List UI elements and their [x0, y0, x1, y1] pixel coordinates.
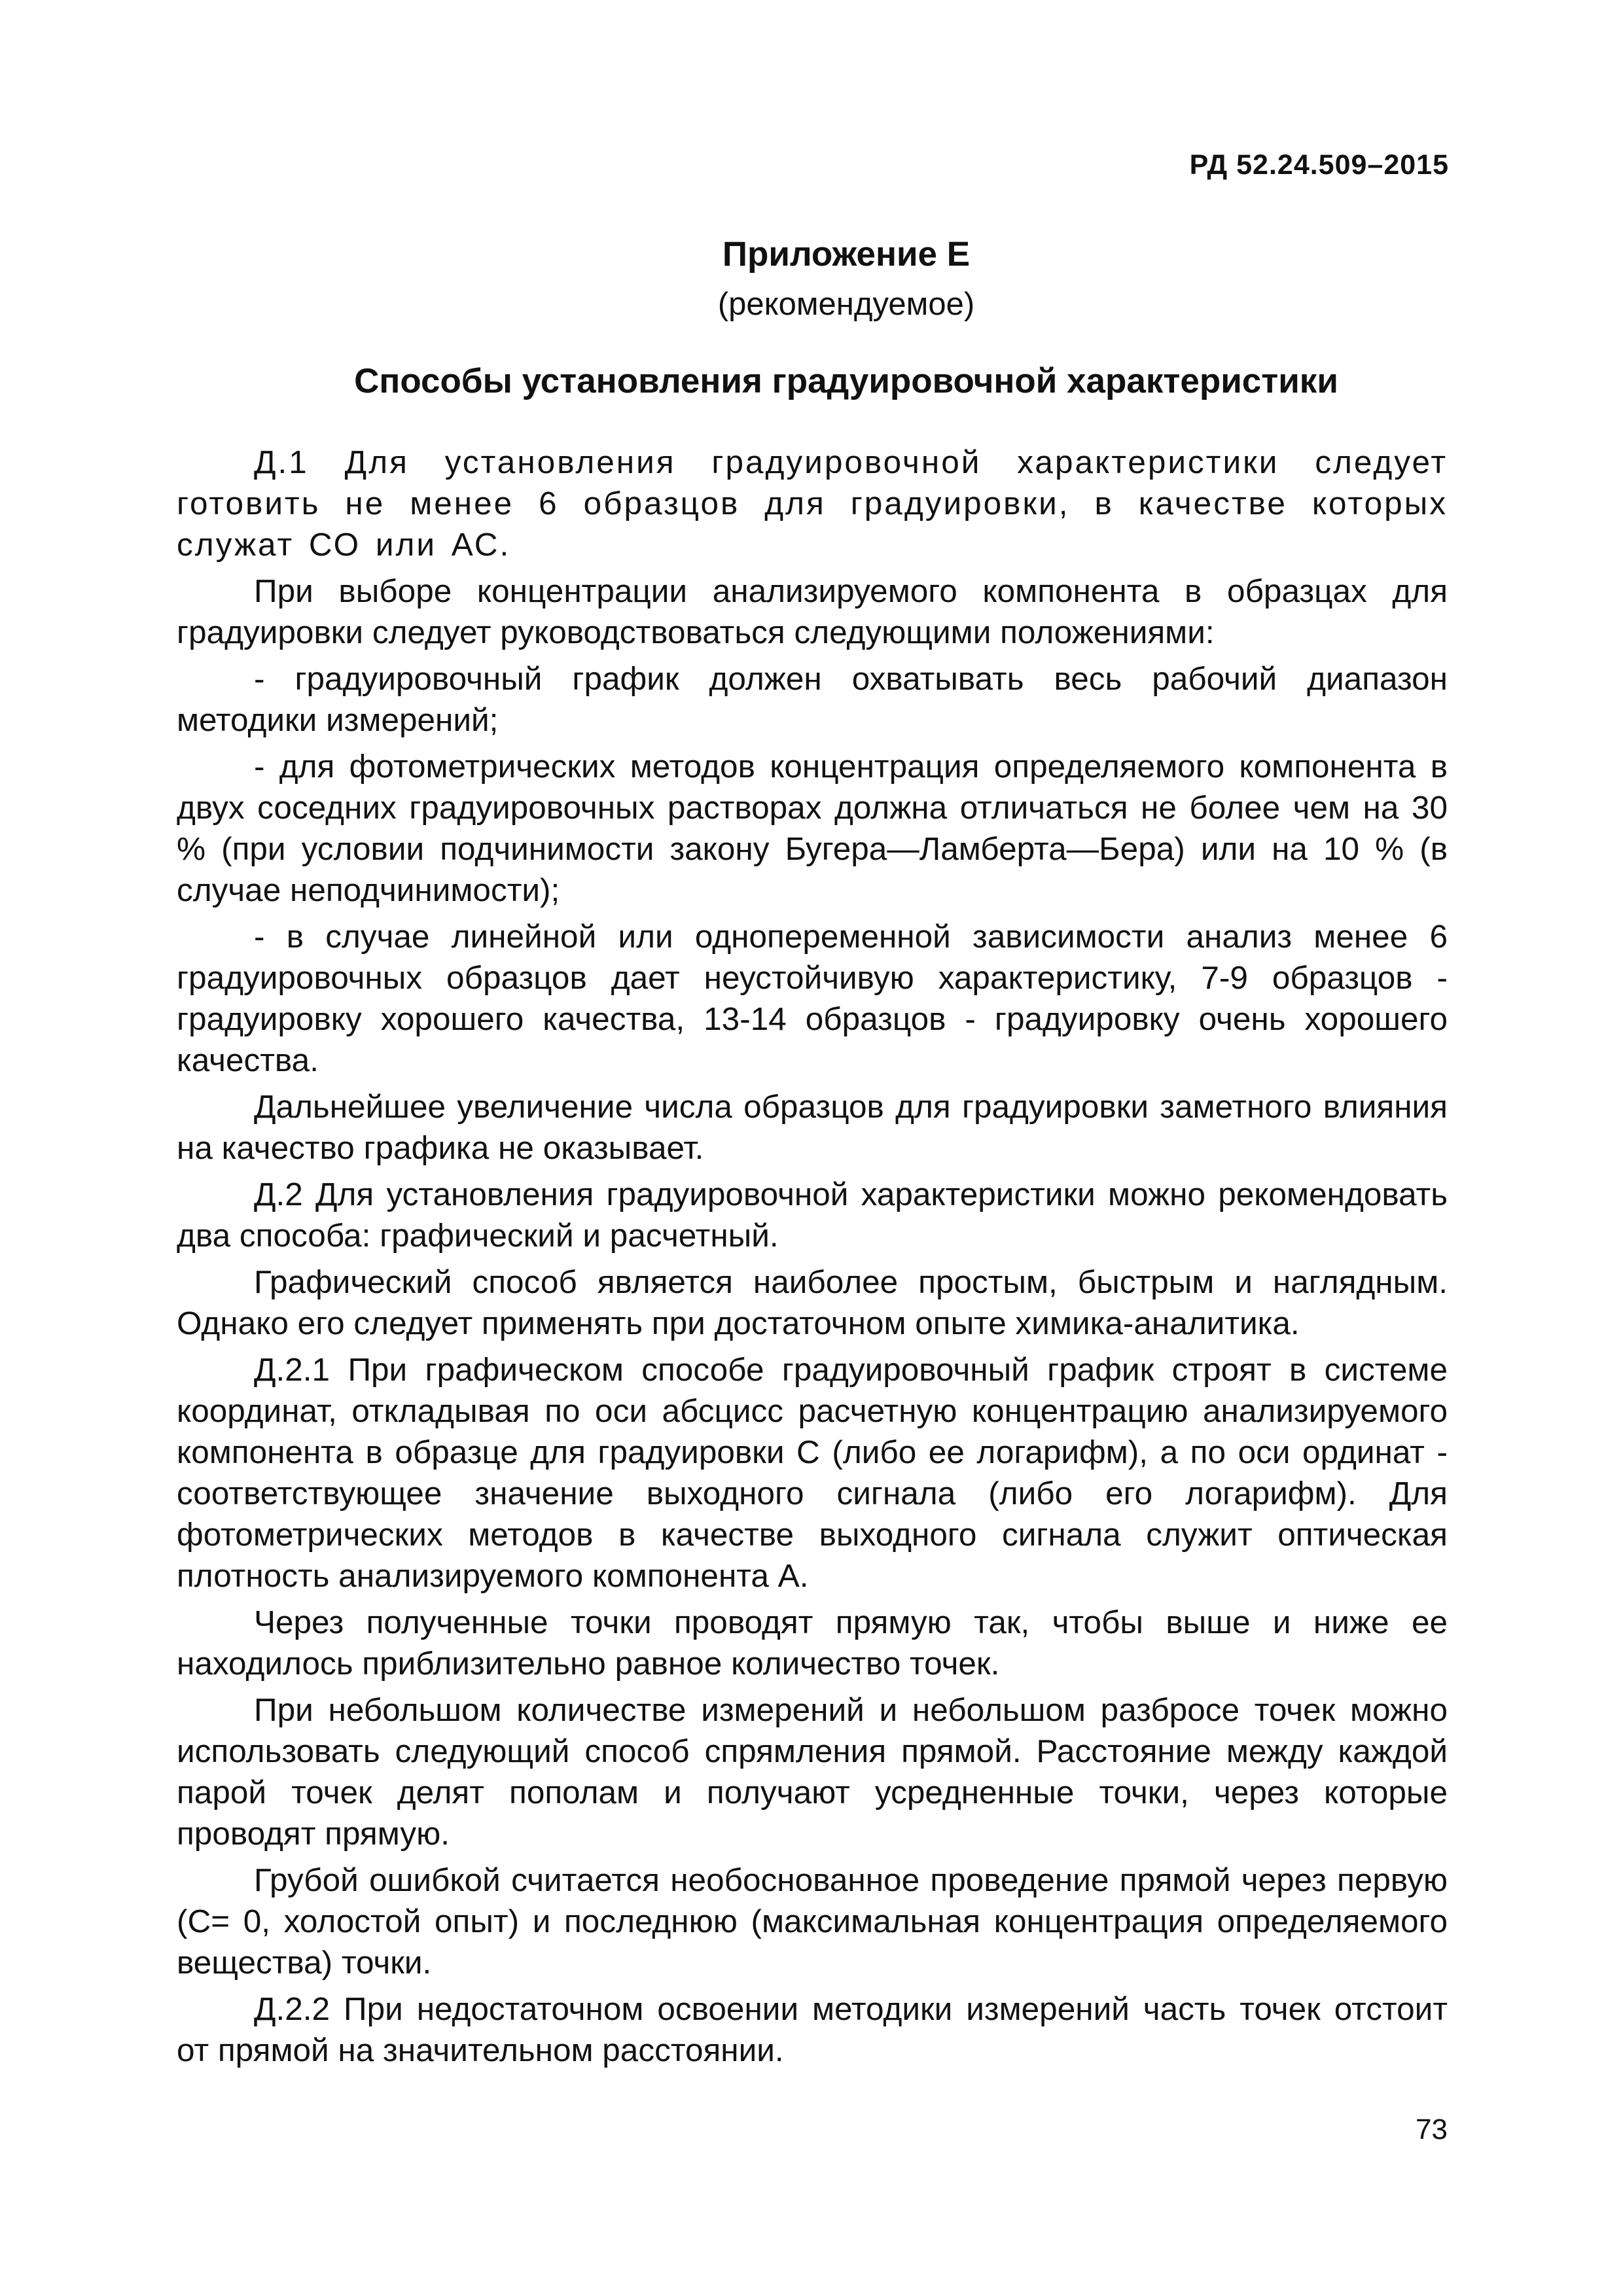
list-item: - в случае линейной или однопеременной зависимости анализ менее 6 градуировочных образцов дает неустойчивую характеристику, 7-9 образцов - градуировку хорошего качества, 13-14 образцов - градуировку очень хорошего качества. [177, 919, 1448, 1078]
paragraph: Д.2.2 При недостаточном освоении методики измерений часть точек отстоит от прямой на значительном расстоянии. [177, 1991, 1448, 2068]
page-number: 73 [1416, 2113, 1448, 2146]
paragraph: Д.2 Для установления градуировочной характеристики можно рекомендовать два способа: графический и расчетный. [177, 1176, 1448, 1254]
appendix-title: Приложение Е [722, 235, 971, 274]
list-item: - градуировочный график должен охватывать весь рабочий диапазон методики измерений; [177, 661, 1448, 738]
paragraph: Д.1 Для установления градуировочной характеристики следует готовить не менее 6 образцов для градуировки, в качестве которых служат СО или АС. [177, 444, 1448, 563]
body-text [177, 442, 1448, 2076]
paragraph: Через полученные точки проводят прямую так, чтобы выше и ниже ее находилось приблизительно равное количество точек. [177, 1604, 1448, 1682]
paragraph: Дальнейшее увеличение числа образцов для градуировки заметного влияния на качество графика не оказывает. [177, 1089, 1448, 1166]
section-title: Способы установления градуировочной характеристики [354, 362, 1338, 400]
list-item: - для фотометрических методов концентрация определяемого компонента в двух соседних градуировочных растворах должна отличаться не более чем на 30 % (при условии подчинимости закону Бугера—Ламберта—Бера) или на 10 % (в случае неподчинимости); [177, 749, 1448, 908]
paragraph: При небольшом количестве измерений и небольшом разбросе точек можно использовать следующий способ спрямления прямой. Расстояние между каждой парой точек делят пополам и получают усредненные точки, через которые проводят прямую. [177, 1692, 1448, 1852]
paragraph: Д.2.1 При графическом способе градуировочный график строят в системе координат, откладывая по оси абсцисс расчетную концентрацию анализируемого компонента в образце для градуировки С (либо ее логарифм), а по оси ординат - соответствующее значение выходного сигнала (либо его логарифм). Для фотометрических методов в качестве выходного сигнала служит оптическая плотность анализируемого компонента А. [177, 1352, 1448, 1594]
paragraph: Грубой ошибкой считается необоснованное проведение прямой через первую (С= 0, холостой опыт) и последнюю (максимальная концентрация определяемого вещества) точки. [177, 1862, 1448, 1981]
document-code: РД 52.24.509–2015 [1189, 149, 1449, 181]
paragraph: Графический способ является наиболее простым, быстрым и наглядным. Однако его следует применять при достаточном опыте химика-аналитика. [177, 1264, 1448, 1341]
paragraph: При выборе концентрации анализируемого компонента в образцах для градуировки следует руководствоваться следующими положениями: [177, 573, 1448, 650]
appendix-subtitle: (рекомендуемое) [717, 287, 975, 322]
